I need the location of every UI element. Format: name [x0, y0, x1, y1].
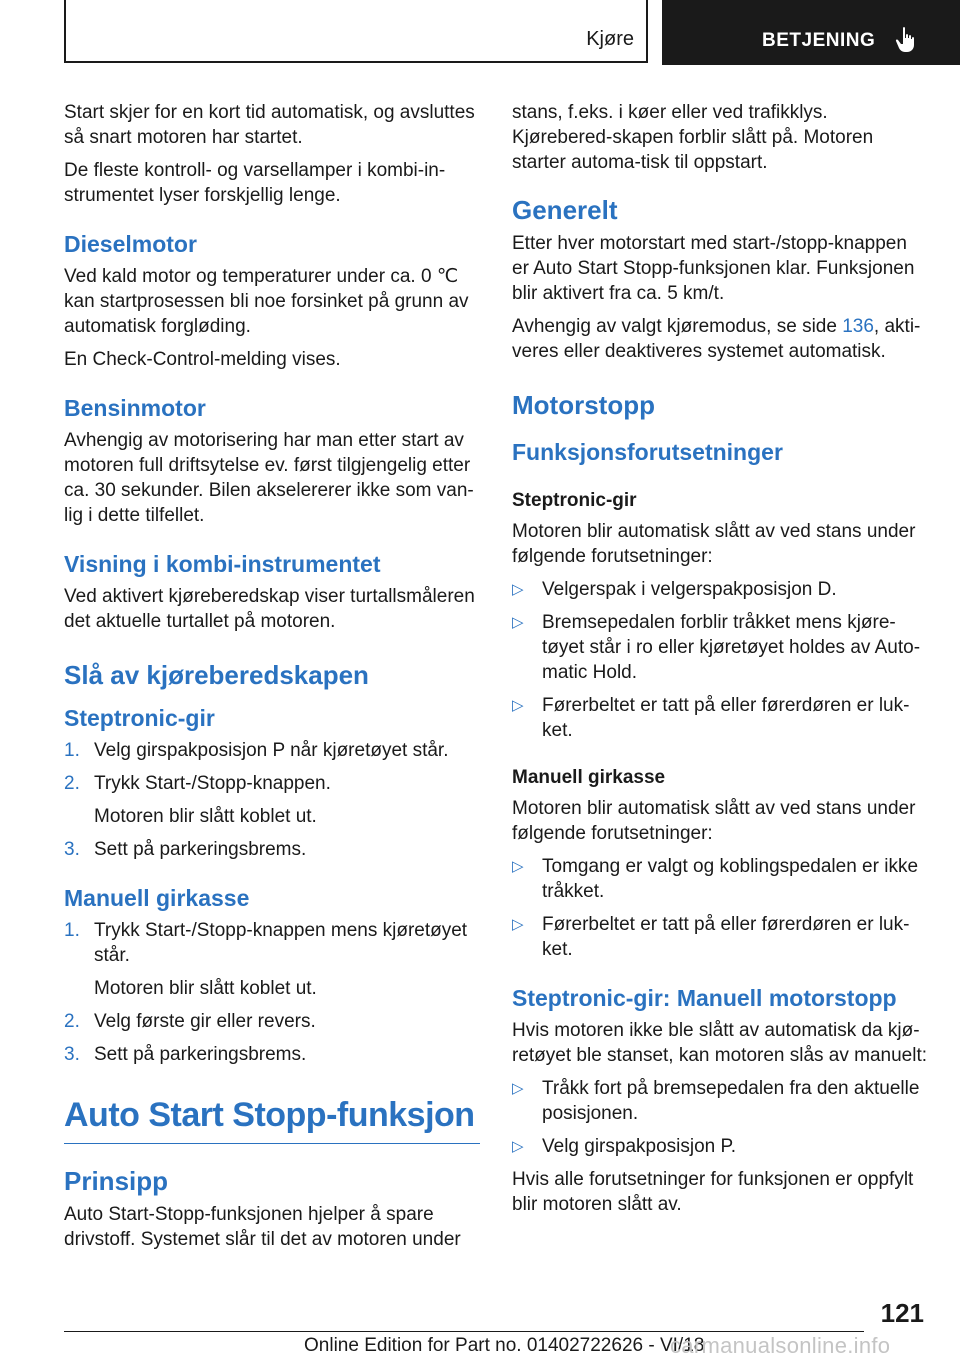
- heading-visning: Visning i kombi-instrumentet: [64, 551, 381, 577]
- manuell-conditions: [512, 854, 928, 962]
- step-text: Velg første gir eller revers.: [94, 1011, 316, 1032]
- text: , akti-veres eller deaktiveres systemet automatisk.: [512, 316, 921, 362]
- step-continuation: Motoren blir slått koblet ut.: [94, 806, 317, 827]
- triangle-bullet-icon: ▷: [512, 916, 524, 933]
- heading-prinsipp: Prinsipp: [64, 1166, 169, 1196]
- header-chapter-title: BETJENING: [762, 30, 876, 51]
- paragraph: Start skjer for en kort tid automatisk, og avsluttes så snart motoren har startet.: [64, 102, 475, 148]
- step-text: Sett på parkeringsbrems.: [94, 1044, 307, 1065]
- page-number: 121: [880, 1298, 924, 1328]
- page-link[interactable]: 136: [842, 316, 874, 337]
- paragraph: Motoren blir automatisk slått av ved stans under følgende forutsetninger:: [512, 798, 916, 844]
- text: Avhengig av valgt kjøremodus, se side: [512, 316, 843, 337]
- heading-steptronic: Steptronic-gir: [64, 705, 215, 731]
- manuell-steps: [64, 918, 480, 1067]
- manuell-stopp-steps: [512, 1076, 928, 1159]
- paragraph: En Check-Control-melding vises.: [64, 349, 341, 370]
- heading-manuell-girkasse: Manuell girkasse: [64, 885, 250, 911]
- list-item: [64, 771, 480, 796]
- heading-motorstopp: Motorstopp: [512, 390, 655, 420]
- step-number: 3.: [64, 839, 80, 860]
- paragraph: Auto Start-Stopp-funksjonen hjelper å spare drivstoff. Systemet slår til det av motoren under: [64, 1204, 461, 1250]
- list-item: [64, 1042, 480, 1067]
- header-section-box: [64, 0, 648, 63]
- step-number: 1.: [64, 920, 80, 941]
- steptronic-conditions: [512, 577, 928, 743]
- heading-manuell-motorstopp: Steptronic-gir: Manuell motorstopp: [512, 985, 897, 1011]
- triangle-bullet-icon: ▷: [512, 1138, 524, 1155]
- heading-dieselmotor: Dieselmotor: [64, 231, 197, 257]
- left-column: [64, 100, 480, 1260]
- list-item: [512, 912, 928, 962]
- heading-sla-av: Slå av kjøreberedskapen: [64, 660, 369, 690]
- paragraph: Hvis alle forutsetninger for funksjonen er oppfylt blir motoren slått av.: [512, 1169, 914, 1215]
- header-section-title: Kjøre: [586, 28, 634, 50]
- paragraph: De fleste kontroll- og varsellamper i kombi-in-strumentet lyser forskjellig lenge.: [64, 160, 446, 206]
- header-chapter-box: [662, 0, 960, 65]
- bullet-text: Tomgang er valgt og koblingspedalen er ikke tråkket.: [542, 856, 919, 902]
- list-item: [64, 1009, 480, 1034]
- bullet-text: Bremsepedalen forblir tråkket mens kjøre-tøyet står i ro eller kjøretøyet holdes av Auto-matic Hold.: [542, 612, 921, 683]
- list-item: [512, 610, 928, 685]
- step-text: Trykk Start-/Stopp-knappen mens kjøretøyet står.: [94, 920, 468, 966]
- paragraph: Hvis motoren ikke ble slått av automatisk da kjø-retøyet ble stanset, kan motoren slås av manuelt:: [512, 1020, 928, 1066]
- triangle-bullet-icon: ▷: [512, 614, 524, 631]
- step-number: 2.: [64, 773, 80, 794]
- list-item: [512, 693, 928, 743]
- list-item: [64, 738, 480, 763]
- step-number: 3.: [64, 1044, 80, 1065]
- paragraph: Ved aktivert kjøreberedskap viser turtallsmåleren det aktuelle turtallet på motoren.: [64, 586, 475, 632]
- heading-auto-start-stopp: Auto Start Stopp-funksjon: [64, 1095, 480, 1144]
- triangle-bullet-icon: ▷: [512, 858, 524, 875]
- right-column: [512, 100, 928, 1225]
- step-text: Trykk Start-/Stopp-knappen.: [94, 773, 331, 794]
- triangle-bullet-icon: ▷: [512, 581, 524, 598]
- list-item: [512, 1134, 928, 1159]
- bullet-text: Førerbeltet er tatt på eller førerdøren er luk-ket.: [542, 695, 910, 741]
- subheading-steptronic: Steptronic-gir: [512, 490, 637, 511]
- list-item: [512, 577, 928, 602]
- paragraph: Avhengig av motorisering har man etter start av motoren full driftsytelse ev. først tilgjengelig etter ca. 30 sekunder. Bilen akselererer ikke som van-lig i dette tilfellet.: [64, 430, 474, 526]
- hand-pointer-icon: [894, 26, 918, 54]
- step-number: 2.: [64, 1011, 80, 1032]
- heading-funksjonsforutsetninger: Funksjonsforutsetninger: [512, 439, 783, 465]
- paragraph-with-link: [512, 314, 928, 364]
- footer-divider: [64, 1331, 864, 1332]
- bullet-text: Velg girspakposisjon P.: [542, 1136, 736, 1157]
- bullet-text: Velgerspak i velgerspakposisjon D.: [542, 579, 837, 600]
- footer-edition: Online Edition for Part no. 01402722626 - VI/18: [304, 1335, 705, 1356]
- step-text: Sett på parkeringsbrems.: [94, 839, 307, 860]
- heading-bensinmotor: Bensinmotor: [64, 395, 206, 421]
- triangle-bullet-icon: ▷: [512, 697, 524, 714]
- watermark: carmanualsonline.info: [670, 1333, 891, 1358]
- list-item: [512, 854, 928, 904]
- paragraph: Motoren blir automatisk slått av ved stans under følgende forutsetninger:: [512, 521, 916, 567]
- paragraph: Etter hver motorstart med start-/stopp-knappen er Auto Start Stopp-funksjonen klar. Funksjonen blir aktivert fra ca. 5 km/t.: [512, 233, 915, 304]
- heading-generelt: Generelt: [512, 195, 618, 225]
- list-item: [512, 1076, 928, 1126]
- list-item: [64, 918, 480, 968]
- paragraph: Ved kald motor og temperaturer under ca. 0 ℃ kan startprosessen bli noe forsinket på grunn av automatisk forgløding.: [64, 266, 469, 337]
- bullet-text: Tråkk fort på bremsepedalen fra den aktuelle posisjonen.: [542, 1078, 920, 1124]
- list-item: [64, 837, 480, 862]
- step-text: Velg girspakposisjon P når kjøretøyet står.: [94, 740, 449, 761]
- step-number: 1.: [64, 740, 80, 761]
- subheading-manuell: Manuell girkasse: [512, 767, 666, 788]
- step-continuation: Motoren blir slått koblet ut.: [94, 978, 317, 999]
- paragraph: stans, f.eks. i køer eller ved trafikklys. Kjørebered-skapen forblir slått på. Motoren starter automa-tisk til oppstart.: [512, 102, 874, 173]
- steptronic-steps: [64, 738, 480, 862]
- triangle-bullet-icon: ▷: [512, 1080, 524, 1097]
- bullet-text: Førerbeltet er tatt på eller førerdøren er luk-ket.: [542, 914, 910, 960]
